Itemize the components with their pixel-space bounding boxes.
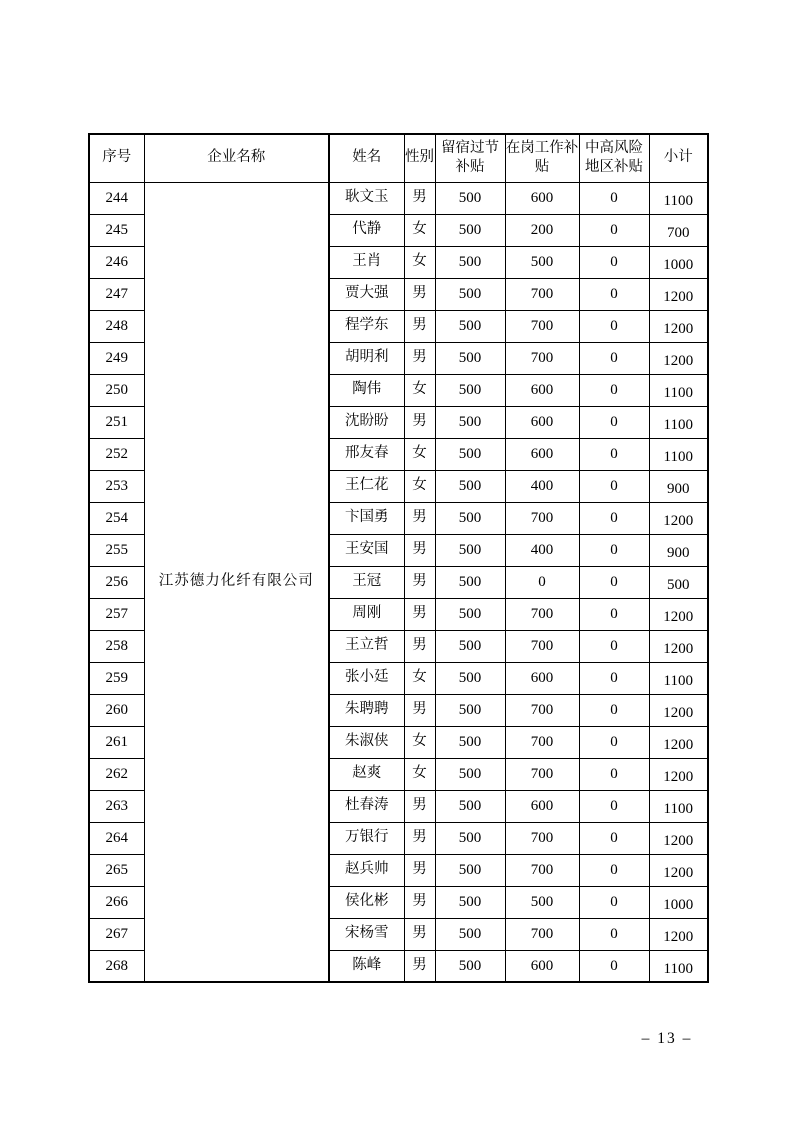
work-subsidy-value: 200: [505, 214, 579, 246]
subtotal-value: 1200: [649, 758, 708, 790]
risk-subsidy-value: 0: [579, 342, 649, 374]
subtotal-value: 1200: [649, 822, 708, 854]
subtotal-value: 1100: [649, 182, 708, 214]
lodging-subsidy-value: 500: [435, 406, 505, 438]
table-row: [89, 182, 708, 214]
subsidy-table: [88, 133, 709, 983]
employee-gender: 男: [404, 342, 435, 374]
employee-gender: 男: [404, 566, 435, 598]
subtotal-value: 1200: [649, 310, 708, 342]
risk-subsidy-value: 0: [579, 470, 649, 502]
subtotal-value: 1100: [649, 406, 708, 438]
subtotal-value: 1200: [649, 342, 708, 374]
row-serial-number: 246: [89, 246, 144, 278]
subtotal-value: 1200: [649, 598, 708, 630]
employee-gender: 男: [404, 630, 435, 662]
subtotal-value: 1100: [649, 438, 708, 470]
lodging-subsidy-value: 500: [435, 694, 505, 726]
subtotal-value: 1100: [649, 950, 708, 982]
employee-gender: 男: [404, 534, 435, 566]
lodging-subsidy-value: 500: [435, 214, 505, 246]
lodging-subsidy-value: 500: [435, 886, 505, 918]
work-subsidy-value: 600: [505, 182, 579, 214]
header-serial-number: 序号: [89, 134, 144, 182]
subtotal-value: 1200: [649, 918, 708, 950]
employee-gender: 男: [404, 502, 435, 534]
employee-gender: 男: [404, 886, 435, 918]
subtotal-value: 1000: [649, 246, 708, 278]
risk-subsidy-value: 0: [579, 950, 649, 982]
row-serial-number: 259: [89, 662, 144, 694]
risk-subsidy-value: 0: [579, 566, 649, 598]
header-gender: 性别: [404, 134, 435, 182]
row-serial-number: 249: [89, 342, 144, 374]
risk-subsidy-value: 0: [579, 886, 649, 918]
lodging-subsidy-value: 500: [435, 758, 505, 790]
risk-subsidy-value: 0: [579, 726, 649, 758]
row-serial-number: 268: [89, 950, 144, 982]
employee-gender: 女: [404, 726, 435, 758]
row-serial-number: 257: [89, 598, 144, 630]
employee-name: 陈峰: [329, 950, 404, 982]
employee-name: 杜春涛: [329, 790, 404, 822]
work-subsidy-value: 700: [505, 822, 579, 854]
lodging-subsidy-value: 500: [435, 662, 505, 694]
risk-subsidy-value: 0: [579, 854, 649, 886]
row-serial-number: 263: [89, 790, 144, 822]
employee-gender: 男: [404, 822, 435, 854]
work-subsidy-value: 700: [505, 758, 579, 790]
employee-gender: 男: [404, 182, 435, 214]
risk-subsidy-value: 0: [579, 694, 649, 726]
employee-gender: 女: [404, 470, 435, 502]
lodging-subsidy-value: 500: [435, 182, 505, 214]
employee-gender: 女: [404, 374, 435, 406]
row-serial-number: 254: [89, 502, 144, 534]
lodging-subsidy-value: 500: [435, 790, 505, 822]
lodging-subsidy-value: 500: [435, 374, 505, 406]
work-subsidy-value: 700: [505, 502, 579, 534]
work-subsidy-value: 500: [505, 246, 579, 278]
row-serial-number: 260: [89, 694, 144, 726]
row-serial-number: 258: [89, 630, 144, 662]
employee-name: 朱淑侠: [329, 726, 404, 758]
work-subsidy-value: 600: [505, 662, 579, 694]
employee-gender: 男: [404, 694, 435, 726]
table-header-row: [89, 134, 708, 182]
lodging-subsidy-value: 500: [435, 854, 505, 886]
risk-subsidy-value: 0: [579, 758, 649, 790]
employee-gender: 男: [404, 950, 435, 982]
subtotal-value: 1100: [649, 662, 708, 694]
risk-subsidy-value: 0: [579, 374, 649, 406]
risk-subsidy-value: 0: [579, 662, 649, 694]
row-serial-number: 244: [89, 182, 144, 214]
risk-subsidy-value: 0: [579, 246, 649, 278]
risk-subsidy-value: 0: [579, 534, 649, 566]
employee-name: 朱聘聘: [329, 694, 404, 726]
employee-name: 张小廷: [329, 662, 404, 694]
row-serial-number: 264: [89, 822, 144, 854]
lodging-subsidy-value: 500: [435, 534, 505, 566]
employee-name: 贾大强: [329, 278, 404, 310]
lodging-subsidy-value: 500: [435, 822, 505, 854]
employee-name: 赵兵帅: [329, 854, 404, 886]
work-subsidy-value: 700: [505, 630, 579, 662]
work-subsidy-value: 700: [505, 342, 579, 374]
employee-name: 王立哲: [329, 630, 404, 662]
subtotal-value: 1200: [649, 726, 708, 758]
employee-name: 万银行: [329, 822, 404, 854]
row-serial-number: 265: [89, 854, 144, 886]
employee-gender: 女: [404, 758, 435, 790]
row-serial-number: 262: [89, 758, 144, 790]
subtotal-value: 1000: [649, 886, 708, 918]
page-number: – 13 –: [641, 1030, 693, 1047]
lodging-subsidy-value: 500: [435, 438, 505, 470]
lodging-subsidy-value: 500: [435, 726, 505, 758]
row-serial-number: 267: [89, 918, 144, 950]
employee-gender: 男: [404, 598, 435, 630]
work-subsidy-value: 700: [505, 310, 579, 342]
row-serial-number: 248: [89, 310, 144, 342]
employee-gender: 男: [404, 310, 435, 342]
subtotal-value: 1200: [649, 694, 708, 726]
employee-name: 侯化彬: [329, 886, 404, 918]
header-subtotal: 小计: [649, 134, 708, 182]
employee-gender: 女: [404, 246, 435, 278]
header-lodging-subsidy: 留宿过节补贴: [435, 134, 505, 182]
work-subsidy-value: 700: [505, 598, 579, 630]
risk-subsidy-value: 0: [579, 502, 649, 534]
employee-name: 周刚: [329, 598, 404, 630]
employee-name: 宋杨雪: [329, 918, 404, 950]
subtotal-value: 700: [649, 214, 708, 246]
risk-subsidy-value: 0: [579, 918, 649, 950]
row-serial-number: 261: [89, 726, 144, 758]
employee-name: 王安国: [329, 534, 404, 566]
lodging-subsidy-value: 500: [435, 950, 505, 982]
risk-subsidy-value: 0: [579, 182, 649, 214]
lodging-subsidy-value: 500: [435, 598, 505, 630]
employee-gender: 男: [404, 790, 435, 822]
subtotal-value: 1200: [649, 278, 708, 310]
subtotal-value: 1100: [649, 374, 708, 406]
work-subsidy-value: 700: [505, 854, 579, 886]
risk-subsidy-value: 0: [579, 214, 649, 246]
employee-gender: 男: [404, 406, 435, 438]
work-subsidy-value: 700: [505, 278, 579, 310]
work-subsidy-value: 600: [505, 790, 579, 822]
subtotal-value: 900: [649, 470, 708, 502]
row-serial-number: 250: [89, 374, 144, 406]
work-subsidy-value: 600: [505, 406, 579, 438]
risk-subsidy-value: 0: [579, 438, 649, 470]
lodging-subsidy-value: 500: [435, 918, 505, 950]
employee-gender: 女: [404, 662, 435, 694]
row-serial-number: 251: [89, 406, 144, 438]
header-employee-name: 姓名: [329, 134, 404, 182]
employee-name: 王肖: [329, 246, 404, 278]
work-subsidy-value: 400: [505, 470, 579, 502]
header-risk-area-subsidy: 中高风险地区补贴: [579, 134, 649, 182]
subtotal-value: 1100: [649, 790, 708, 822]
header-company-name: 企业名称: [144, 134, 329, 182]
employee-name: 程学东: [329, 310, 404, 342]
risk-subsidy-value: 0: [579, 406, 649, 438]
row-serial-number: 247: [89, 278, 144, 310]
work-subsidy-value: 700: [505, 726, 579, 758]
lodging-subsidy-value: 500: [435, 502, 505, 534]
lodging-subsidy-value: 500: [435, 470, 505, 502]
lodging-subsidy-value: 500: [435, 566, 505, 598]
row-serial-number: 253: [89, 470, 144, 502]
employee-name: 王仁花: [329, 470, 404, 502]
lodging-subsidy-value: 500: [435, 310, 505, 342]
employee-name: 王冠: [329, 566, 404, 598]
employee-name: 胡明利: [329, 342, 404, 374]
work-subsidy-value: 500: [505, 886, 579, 918]
row-serial-number: 256: [89, 566, 144, 598]
work-subsidy-value: 600: [505, 438, 579, 470]
subtotal-value: 1200: [649, 630, 708, 662]
row-serial-number: 245: [89, 214, 144, 246]
employee-name: 邢友春: [329, 438, 404, 470]
employee-gender: 男: [404, 278, 435, 310]
work-subsidy-value: 700: [505, 694, 579, 726]
work-subsidy-value: 0: [505, 566, 579, 598]
employee-gender: 男: [404, 918, 435, 950]
employee-name: 赵爽: [329, 758, 404, 790]
risk-subsidy-value: 0: [579, 822, 649, 854]
header-work-subsidy: 在岗工作补贴: [505, 134, 579, 182]
lodging-subsidy-value: 500: [435, 342, 505, 374]
employee-gender: 女: [404, 214, 435, 246]
subtotal-value: 900: [649, 534, 708, 566]
risk-subsidy-value: 0: [579, 310, 649, 342]
work-subsidy-value: 600: [505, 950, 579, 982]
risk-subsidy-value: 0: [579, 790, 649, 822]
row-serial-number: 255: [89, 534, 144, 566]
lodging-subsidy-value: 500: [435, 278, 505, 310]
risk-subsidy-value: 0: [579, 598, 649, 630]
company-name-cell: 江苏德力化纤有限公司: [144, 182, 329, 982]
risk-subsidy-value: 0: [579, 630, 649, 662]
subtotal-value: 500: [649, 566, 708, 598]
work-subsidy-value: 700: [505, 918, 579, 950]
work-subsidy-value: 400: [505, 534, 579, 566]
employee-name: 沈盼盼: [329, 406, 404, 438]
employee-name: 陶伟: [329, 374, 404, 406]
employee-name: 耿文玉: [329, 182, 404, 214]
employee-gender: 女: [404, 438, 435, 470]
employee-name: 代静: [329, 214, 404, 246]
row-serial-number: 252: [89, 438, 144, 470]
lodging-subsidy-value: 500: [435, 246, 505, 278]
risk-subsidy-value: 0: [579, 278, 649, 310]
employee-name: 卞国勇: [329, 502, 404, 534]
work-subsidy-value: 600: [505, 374, 579, 406]
lodging-subsidy-value: 500: [435, 630, 505, 662]
row-serial-number: 266: [89, 886, 144, 918]
subtotal-value: 1200: [649, 854, 708, 886]
subtotal-value: 1200: [649, 502, 708, 534]
employee-gender: 男: [404, 854, 435, 886]
